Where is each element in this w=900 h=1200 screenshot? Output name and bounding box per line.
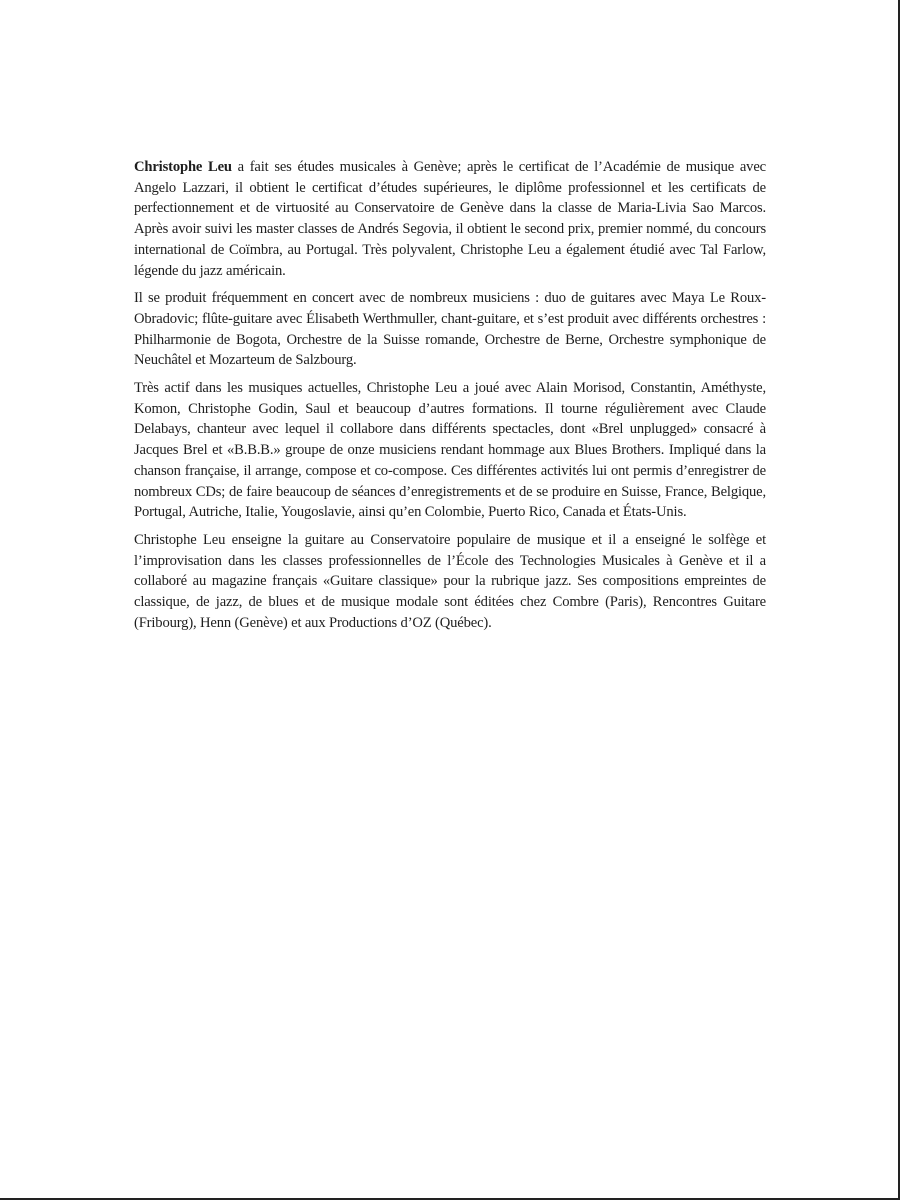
biography-paragraph-2: Il se produit fréquemment en concert avec de nombreux musiciens : duo de guitares avec Maya Le Roux-Obradovic; flûte-guitare avec Élisabeth Werthmuller, chant-guitare, et s’est produit avec différents orchestres : Philharmonie de Bogota, Orchestre de la Suisse romande, Orchestre de Berne, Orchestre symphonique de Neuchâtel et Mozarteum de Salzbourg. [134,290,766,369]
biography-text-block [134,157,766,640]
paragraph-1-text: a fait ses études musicales à Genève; après le certificat de l’Académie de musique avec Angelo Lazzari, il obtient le certificat d’études supérieures, le diplôme professionnel et les certificats de perfectionnement et de virtuosité au Conservatoire de Genève dans la classe de Maria-Livia Sao Marcos. Après avoir suivi les master classes de Andrés Segovia, il obtient le second prix, premier nommé, du concours international de Coïmbra, au Portugal. Très polyvalent, Christophe Leu a également étudié avec Tal Farlow, légende du jazz américain. [134,159,766,279]
biography-paragraph-4: Christophe Leu enseigne la guitare au Conservatoire populaire de musique et il a enseigné le solfège et l’improvisation dans les classes professionnelles de l’École des Technologies Musicales à Genève et il a collaboré au magazine français «Guitare classique» pour la rubrique jazz. Ses compositions empreintes de classique, de jazz, de blues et de musique modale sont éditées chez Combre (Paris), Rencontres Guitare (Fribourg), Henn (Genève) et aux Productions d’OZ (Québec). [134,531,766,631]
biography-paragraph-3: Très actif dans les musiques actuelles, Christophe Leu a joué avec Alain Morisod, Constantin, Améthyste, Komon, Christophe Godin, Saul et beaucoup d’autres formations. Il tourne régulièrement avec Claude Delabays, chanteur avec lequel il collabore dans différents spectacles, dont «Brel unplugged» consacré à Jacques Brel et «B.B.B.» groupe de onze musiciens rendant hommage aux Blues Brothers. Impliqué dans la chanson française, il arrange, compose et co-compose. Ces différentes activités lui ont permis d’enregistrer de nombreux CDs; de faire beaucoup de séances d’enregistrements et de se produire en Suisse, France, Belgique, Portugal, Autriche, Italie, Yougoslavie, ainsi qu’en Colombie, Puerto Rico, Canada et États-Unis. [134,380,766,521]
biography-paragraph-1 [134,157,766,281]
artist-name: Christophe Leu [134,159,232,175]
